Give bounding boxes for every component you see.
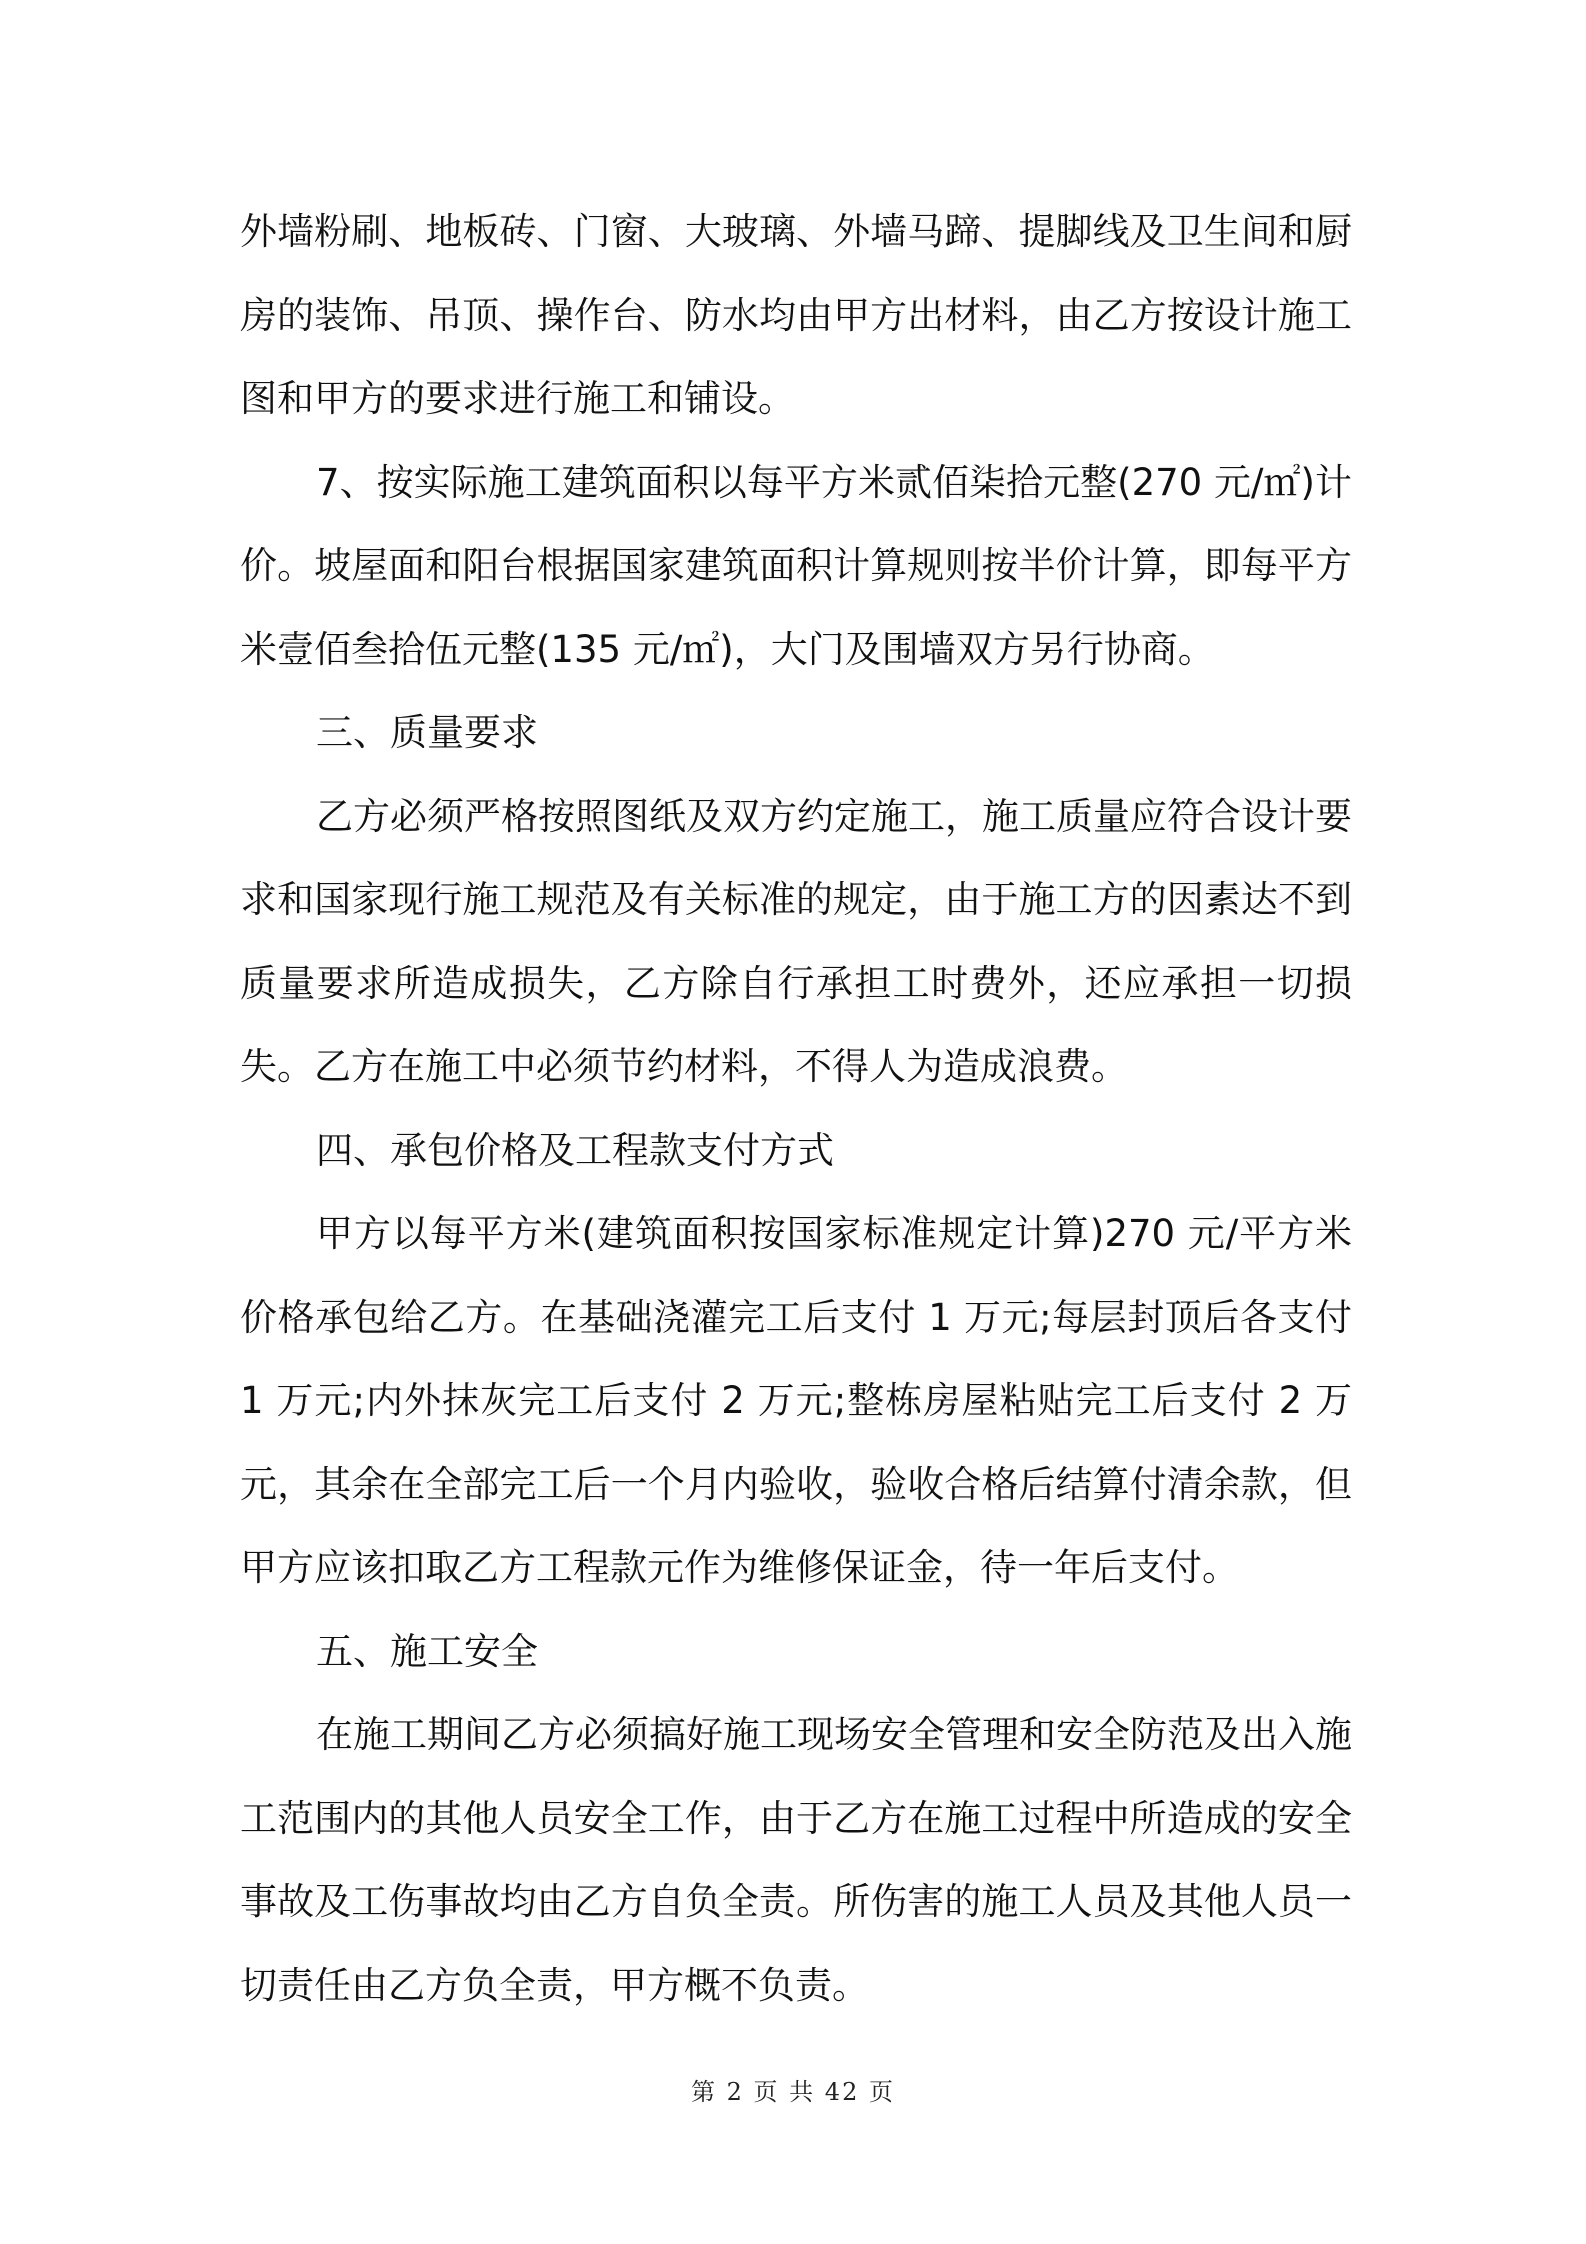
paragraph-materials: 外墙粉刷、地板砖、门窗、大玻璃、外墙马蹄、提脚线及卫生间和厨房的装饰、吊顶、操作台、防水均由甲方出材料，由乙方按设计施工图和甲方的要求进行施工和铺设。 [240, 210, 1352, 420]
paragraph-safety: 在施工期间乙方必须搞好施工现场安全管理和安全防范及出入施工范围内的其他人员安全工作，由于乙方在施工过程中所造成的安全事故及工伤事故均由乙方自负全责。所伤害的施工人员及其他人员一切责任由乙方负全责，甲方概不负责。 [240, 1713, 1352, 2007]
paragraph-quality: 乙方必须严格按照图纸及双方约定施工，施工质量应符合设计要求和国家现行施工规范及有关标准的规定，由于施工方的因素达不到质量要求所造成损失，乙方除自行承担工时费外，还应承担一切损失。乙方在施工中必须节约材料，不得人为造成浪费。 [240, 794, 1352, 1088]
page-number-footer: 第 2 页 共 42 页 [691, 2078, 895, 2106]
section-heading-payment: 四、承包价格及工程款支付方式 [316, 1128, 834, 1172]
section-heading-safety: 五、施工安全 [316, 1629, 538, 1673]
document-body [240, 190, 1352, 2027]
paragraph-payment: 甲方以每平方米(建筑面积按国家标准规定计算)270 元/平方米价格承包给乙方。在基础浇灌完工后支付 1 万元;每层封顶后各支付 1 万元;内外抹灰完工后支付 2 万元;整栋房屋粘贴完工后支付 2 万元，其余在全部完工后一个月内验收，验收合格后结算付清余款，但甲方应该扣取乙方工程款元作为维修保证金，待一年后支付。 [240, 1212, 1352, 1589]
paragraph-pricing: 7、按实际施工建筑面积以每平方米贰佰柒拾元整(270 元/㎡)计价。坡屋面和阳台根据国家建筑面积计算规则按半价计算，即每平方米壹佰叁拾伍元整(135 元/㎡)，大门及围墙双方另行协商。 [240, 460, 1352, 671]
section-heading-quality: 三、质量要求 [316, 711, 538, 754]
